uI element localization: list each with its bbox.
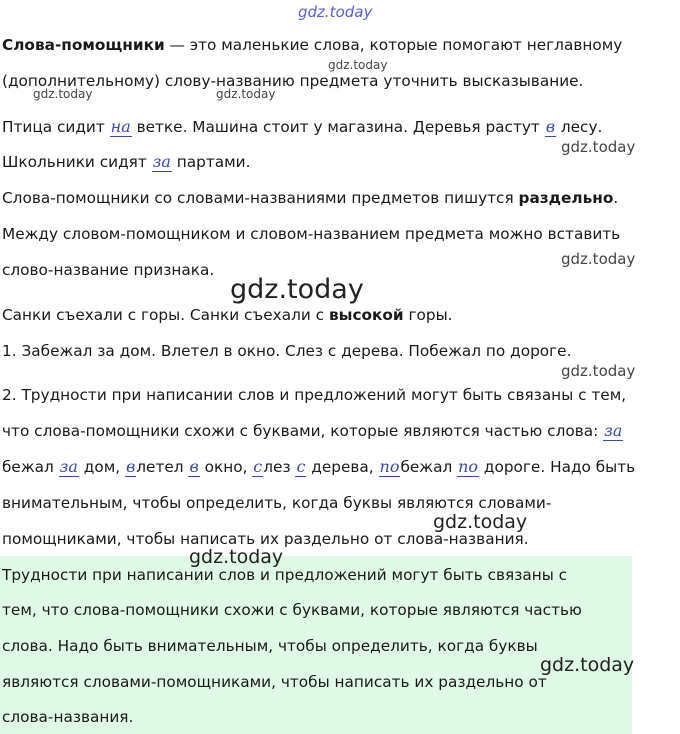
preposition-word: за	[152, 152, 171, 171]
rule-term: Слова-помощники	[2, 36, 165, 54]
watermark-large: gdz.today	[230, 274, 364, 305]
rule-line-2: (дополнительному) слову-названию предмета уточнить высказывание.	[2, 72, 584, 90]
watermark: gdz.today	[433, 511, 528, 533]
example-line-1: Птица сидит на ветке. Машина стоит у магазина. Деревья растут в лесу.	[2, 117, 603, 136]
preposition-word: в	[545, 117, 555, 136]
highlight-line-3: слова. Надо быть внимательным, чтобы определить, когда буквы	[2, 637, 538, 655]
highlight-line-5: слова-названия.	[2, 708, 134, 726]
rule-3-line-2: слово-название признака.	[2, 261, 215, 279]
rule-3-line-1: Между словом-помощником и словом-названием предмета можно вставить	[2, 225, 621, 243]
example-line-2: Школьники сидят за партами.	[2, 152, 251, 171]
answer-2-line-2: что слова-помощники схожи с буквами, которые являются частью слова: за	[2, 421, 623, 440]
preposition-word: на	[110, 117, 131, 136]
sled-example: Санки съехали с горы. Санки съехали с высокой горы.	[2, 306, 453, 324]
watermark: gdz.today	[561, 362, 636, 380]
answer-2-line-4: внимательным, чтобы определить, когда буквы являются словами-	[2, 494, 552, 512]
highlight-line-4: являются словами-помощниками, чтобы написать их раздельно от	[2, 673, 547, 691]
watermark: gdz.today	[33, 87, 93, 101]
watermark: gdz.today	[540, 654, 635, 676]
preposition-word: за	[604, 421, 623, 440]
watermark: gdz.today	[216, 87, 276, 101]
watermark: gdz.today	[328, 58, 388, 72]
rule-line-1	[2, 35, 622, 55]
watermark: gdz.today	[561, 250, 636, 268]
highlight-line-1: Трудности при написании слов и предложений могут быть связаны с	[2, 566, 568, 584]
rule-text: — это маленькие слова, которые помогают неглавному	[164, 36, 623, 54]
answer-2-line-1: 2. Трудности при написании слов и предложений могут быть связаны с тем,	[2, 386, 627, 404]
answer-1: 1. Забежал за дом. Влетел в окно. Слез с дерева. Побежал по дороге.	[2, 342, 572, 360]
highlight-line-2: тем, что слова-помощники схожи с буквами, которые являются частью	[2, 601, 582, 619]
watermark: gdz.today	[561, 138, 636, 156]
rule-2: Слова-помощники со словами-названиями предметов пишутся раздельно.	[2, 189, 619, 207]
watermark-top: gdz.today	[298, 3, 373, 21]
answer-2-line-3: бежал за дом, влетел в окно, слез с дерева, побежал по дороге. Надо быть	[2, 457, 636, 476]
answer-2-line-5: помощниками, чтобы написать их раздельно от слова-названия.	[2, 530, 529, 548]
watermark: gdz.today	[189, 546, 284, 568]
